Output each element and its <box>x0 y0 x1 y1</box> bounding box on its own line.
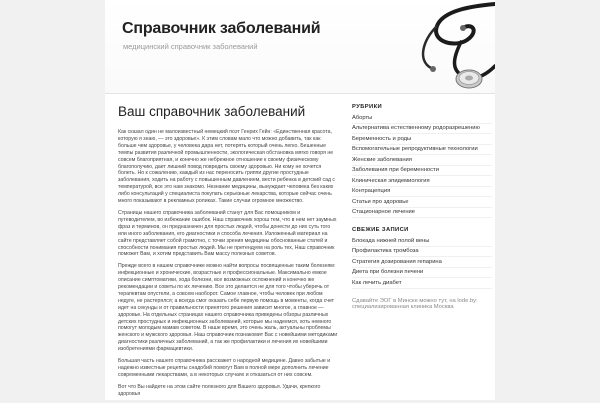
recent-post-item <box>352 236 492 247</box>
site-title[interactable]: Справочник заболеваний <box>122 20 321 37</box>
rubric-link[interactable]: Стационарное лечение <box>352 209 416 215</box>
recent-posts-title: СВЕЖИЕ ЗАПИСИ <box>352 227 409 233</box>
site-header <box>105 0 495 94</box>
site-description: медицинский справочник заболеваний <box>123 42 258 51</box>
rubric-link[interactable]: Контрацепция <box>352 188 391 194</box>
post-paragraph: Вот что Вы найдете на этом сайте полезного для Вашего здоровья. Удачи, крепкого здоровья <box>118 383 321 397</box>
recent-posts-list <box>352 236 492 289</box>
rubric-item <box>352 155 492 166</box>
sidebar <box>352 104 492 311</box>
rubric-link[interactable]: Женские заболевания <box>352 156 412 163</box>
text-widget[interactable]: Сдавайте ЭОГ в Минске можно тут, на lode.by: специализированная клиника Москва <box>352 297 478 311</box>
rubrics-title: РУБРИКИ <box>352 104 383 110</box>
post-paragraph: Как сказал один не малоизвестный немецкий поэт Генрих Гейн: «Единственная красота, которую я знаю, — это здоровье». К этим словам мало что можно добавить, так как больше чем здоровье, у человека дара нет, потерять который очень легко. Бешенные темпы развития различной промышленности, экологическая обстановка мягко говоря не совсем благоприятная, и конечно же небрежное отношение к своему физическому благополучию, дает лишний повод повредить своему здоровью. Ни кому не хочется болеть. Но к сожалению, каждый из нас переносить гриппи другие простудные заболевания, ходить на работу с повышенным давлением, вести ребенка в детский сад с температурой, все это нам знакомо. Незнание медицины, вынуждает человека без каких либо консультаций у специалиста покупать серьезные лекарства, которые сейчас очень много показывают в рекламных роликах. Такие случаи огромное множество. <box>118 129 336 205</box>
rubric-item <box>352 145 492 156</box>
rubric-link[interactable]: Статьи про здоровье <box>352 198 409 205</box>
rubric-link[interactable]: Вспомогательные репродуктивные технологии <box>352 146 478 152</box>
rubric-item <box>352 134 492 145</box>
rubric-item <box>352 124 492 135</box>
post-title[interactable]: Ваш справочник заболеваний <box>118 104 306 119</box>
rubric-link[interactable]: Аборты <box>352 114 373 121</box>
recent-post-link[interactable]: Профилактика тромбоза <box>352 248 419 254</box>
rubric-item <box>352 113 492 124</box>
recent-post-item <box>352 247 492 258</box>
main-content <box>118 104 339 403</box>
recent-posts-widget <box>352 227 492 289</box>
rubric-item <box>352 166 492 177</box>
rubric-item <box>352 176 492 187</box>
rubric-item <box>352 197 492 208</box>
rubric-link[interactable]: Беременность и роды <box>352 135 412 142</box>
recent-post-item <box>352 257 492 268</box>
rubric-link[interactable]: Альтернатива естественному родоразрешению <box>352 125 480 131</box>
rubric-item <box>352 208 492 219</box>
recent-post-link[interactable]: Как лечить диабет <box>352 279 402 286</box>
stethoscope-icon <box>403 0 495 93</box>
rubrics-widget <box>352 104 492 218</box>
post-paragraph: Прежде всего в нашем справочнике можно найти вопросы посвященные таким болезням: инфекционные и хронические, возрастные и профессиональные. Максимально емкое описание симптоматики, хода болезни, все возможных осложнений и конечно же рекомендации и советы по их лечению. Все это делается не для того чтобы уберечь от терапевтам опустели, а совсем наоборот. Самое главное, чтобы человек при любом недуге, не растерялся; а всегда смог оказать себе первую помощь в моменты, когда счет идет на секунды и от правильности принятого решения зависит многое, а главное — здоровье. На отдельных страницах нашего справочника приведены обзоры различных детских простудных и инфекционных заболеваний, которые мы надеемся, хоть немного помогут молодым мамам советом. В наше время, это очень жаль, актуальны проблемы женского и мужского здоровья. Наш справочник познакомит Вас с новейшими методиками диагностики различных заболеваний, а так же профилактики и лечения их новейшими изобретениями фармацевтики. <box>118 263 338 353</box>
rubrics-list <box>352 113 492 218</box>
recent-post-item <box>352 278 492 289</box>
recent-post-link[interactable]: Диета при болезни печени <box>352 269 424 275</box>
rubric-link[interactable]: Клиническая эпидемиология <box>352 177 430 184</box>
recent-post-item <box>352 268 492 279</box>
page-wrapper <box>105 0 495 400</box>
rubric-link[interactable]: Заболевания при беременности <box>352 167 439 173</box>
post-paragraph: Большая часть нашего справочника расскажет о народной медицине. Давно забытые и надежно известные рецепты снадобий помогут Вам в полной мере дополнить лечение современными лекарствами, а в некоторых случаях и отказаться от них совсем. <box>118 358 331 378</box>
recent-post-link[interactable]: Стратегия дозирования гепарина <box>352 258 442 265</box>
rubric-item <box>352 187 492 198</box>
recent-post-link[interactable]: Блокада нижней полой вены <box>352 237 430 244</box>
post-paragraph: Страницы нашего справочника заболеваний станут для Вас помощником и путеводителем, во избежание ошибок. Наш справочник хорош тем, что в нем нет заумных фраз и терминов, он предназначен для простых людей, чтобы донести до них суть того или иного заболевания, его диагностики и способа лечения. Изложенный материал на сайте представляет собой грамотно, с точки зрения медицины обоснованные статей и способности понимания простых людей. Мы не претендуем на роль тех, Наш справочник поможет Вам, и хотим представить Вам массу полезных советов. <box>118 209 337 258</box>
